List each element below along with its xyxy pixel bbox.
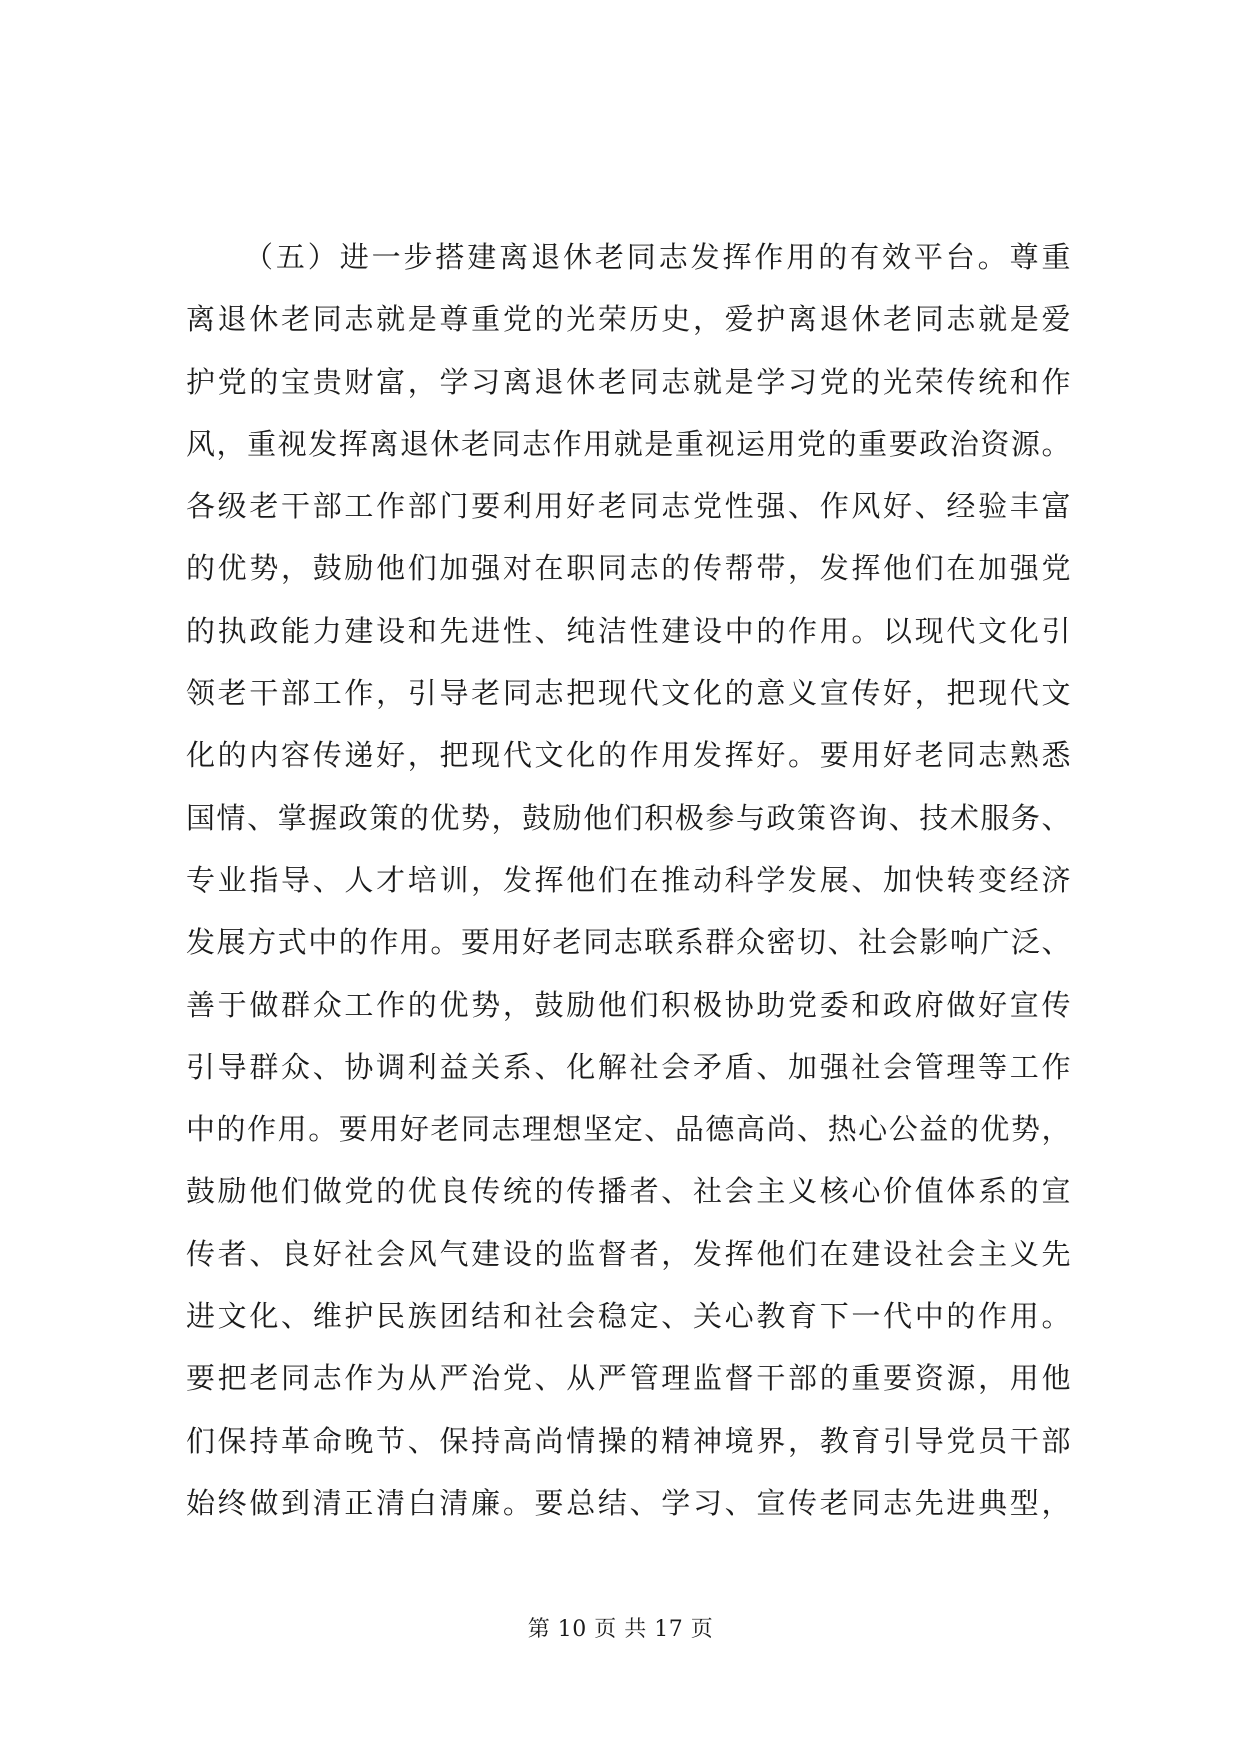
text-line: 专业指导、人才培训，发挥他们在推动科学发展、加快转变经济 [186, 862, 1072, 897]
text-line: 发展方式中的作用。要用好老同志联系群众密切、社会影响广泛、 [186, 925, 1072, 960]
page-number: 第 10 页 共 17 页 [527, 1617, 714, 1642]
text-line: 引导群众、协调利益关系、化解社会矛盾、加强社会管理等工作 [186, 1049, 1072, 1084]
text-line: （五）进一步搭建离退休老同志发挥作用的有效平台。尊重 [244, 240, 1072, 274]
text-line: 善于做群众工作的优势，鼓励他们积极协助党委和政府做好宣传 [186, 987, 1072, 1022]
text-line: 鼓励他们做党的优良传统的传播者、社会主义核心价值体系的宣 [186, 1174, 1072, 1209]
text-line: 中的作用。要用好老同志理想坚定、品德高尚、热心公益的优势， [186, 1112, 1072, 1147]
text-line: 风，重视发挥离退休老同志作用就是重视运用党的重要政治资源。 [186, 426, 1072, 461]
text-line: 化的内容传递好，把现代文化的作用发挥好。要用好老同志熟悉 [186, 738, 1072, 773]
text-line: 的优势，鼓励他们加强对在职同志的传帮带，发挥他们在加强党 [186, 551, 1072, 586]
text-line: 始终做到清正清白清廉。要总结、学习、宣传老同志先进典型， [186, 1485, 1072, 1520]
text-line: 离退休老同志就是尊重党的光荣历史，爱护离退休老同志就是爱 [186, 302, 1072, 337]
text-line: 护党的宝贵财富，学习离退休老同志就是学习党的光荣传统和作 [186, 364, 1072, 399]
text-line: 们保持革命晚节、保持高尚情操的精神境界，教育引导党员干部 [186, 1423, 1072, 1458]
body-paragraph [186, 226, 1072, 1534]
text-line: 领老干部工作，引导老同志把现代文化的意义宣传好，把现代文 [186, 676, 1072, 711]
text-line: 进文化、维护民族团结和社会稳定、关心教育下一代中的作用。 [186, 1299, 1072, 1334]
text-line: 各级老干部工作部门要利用好老同志党性强、作风好、经验丰富 [186, 489, 1072, 524]
text-line: 国情、掌握政策的优势，鼓励他们积极参与政策咨询、技术服务、 [186, 800, 1072, 835]
text-line: 的执政能力建设和先进性、纯洁性建设中的作用。以现代文化引 [186, 613, 1072, 648]
text-line: 要把老同志作为从严治党、从严管理监督干部的重要资源，用他 [186, 1361, 1072, 1396]
text-line: 传者、良好社会风气建设的监督者，发挥他们在建设社会主义先 [186, 1236, 1072, 1271]
